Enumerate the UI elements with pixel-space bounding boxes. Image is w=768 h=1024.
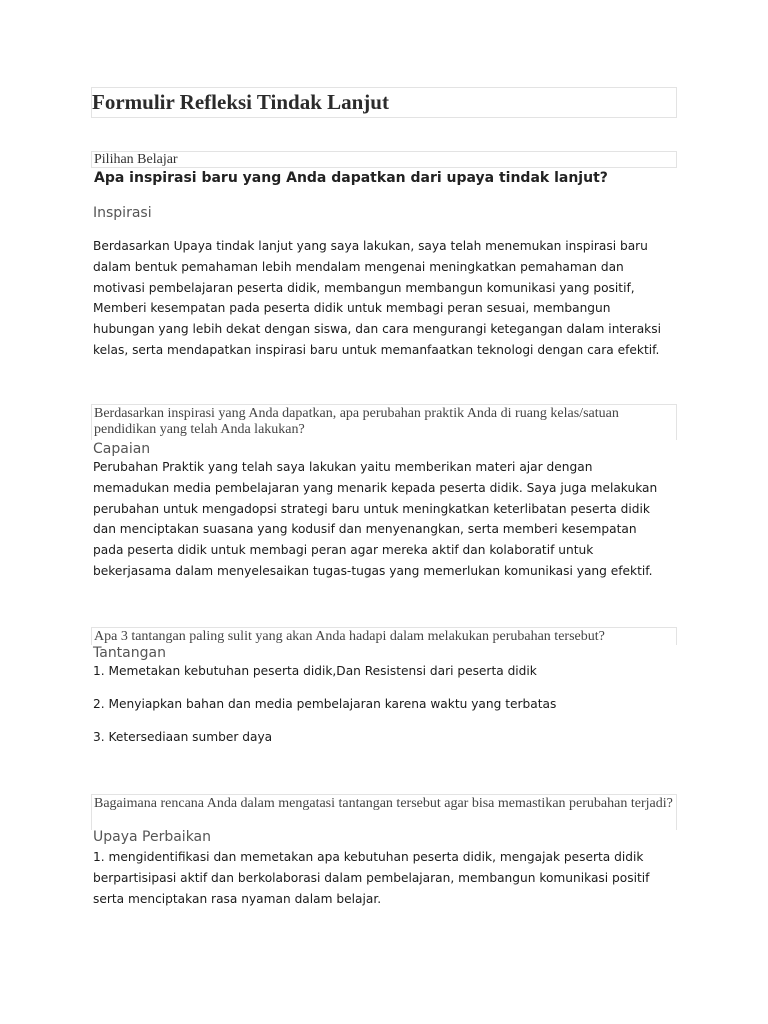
question-tantangan: Apa 3 tantangan paling sulit yang akan Anda hadapi dalam melakukan perubahan tersebut?	[94, 629, 605, 644]
question-box-capaian	[91, 404, 677, 440]
tantangan-item-2: 2. Menyiapkan bahan dan media pembelajaran karena waktu yang terbatas	[93, 697, 557, 711]
title-box	[91, 87, 677, 118]
section-label: Pilihan Belajar	[94, 152, 178, 167]
tantangan-item-3: 3. Ketersediaan sumber daya	[93, 730, 273, 744]
answer-upaya-perbaikan: 1. mengidentifikasi dan memetakan apa kebutuhan peserta didik, mengajak peserta didik berpartisipasi aktif dan berkolaborasi dalam pembelajaran, membangun komunikasi positif serta menciptakan rasa nyaman dalam belajar.	[93, 850, 650, 906]
tantangan-item-1: 1. Memetakan kebutuhan peserta didik,Dan Resistensi dari peserta didik	[93, 664, 537, 678]
section-header-box	[91, 151, 677, 168]
question-box-tantangan	[91, 627, 677, 645]
page-title: Formulir Refleksi Tindak Lanjut	[92, 90, 389, 114]
answer-capaian: Perubahan Praktik yang telah saya lakukan yaitu memberikan materi ajar dengan memadukan media pembelajaran yang menarik kepada peserta didik. Saya juga melakukan perubahan untuk mengadopsi strategi baru untuk meningkatkan keterlibatan peserta didik dan menciptakan suasana yang kodusif dan menyenangkan, serta memberi kesempatan pada peserta didik untuk membagi peran agar mereka aktif dan kolaboratif untuk bekerjasama dalam menyelesaikan tugas-tugas yang memerlukan komunikasi yang efektif.	[93, 460, 658, 578]
label-capaian: Capaian	[93, 441, 151, 457]
question-capaian: Berdasarkan inspirasi yang Anda dapatkan, apa perubahan praktik Anda di ruang kelas/satuan pendidikan yang telah Anda lakukan?	[94, 406, 619, 437]
label-inspirasi: Inspirasi	[93, 205, 152, 221]
label-upaya-perbaikan: Upaya Perbaikan	[93, 829, 212, 845]
label-tantangan: Tantangan	[93, 645, 166, 661]
question-inspirasi: Apa inspirasi baru yang Anda dapatkan dari upaya tindak lanjut?	[94, 170, 608, 186]
question-box-upaya	[91, 794, 677, 830]
question-upaya: Bagaimana rencana Anda dalam mengatasi tantangan tersebut agar bisa memastikan perubahan terjadi?	[94, 796, 673, 811]
answer-inspirasi: Berdasarkan Upaya tindak lanjut yang saya lakukan, saya telah menemukan inspirasi baru dalam bentuk pemahaman lebih mendalam mengenai meningkatkan pemahaman dan motivasi pembelajaran peserta didik, membangun membangun komunikasi yang positif, Memberi kesempatan pada peserta didik untuk membagi peran sesuai, membangun hubungan yang lebih dekat dengan siswa, dan cara mengurangi ketegangan dalam interaksi kelas, serta mendapatkan inspirasi baru untuk memanfaatkan teknologi dengan cara efektif.	[93, 239, 661, 357]
